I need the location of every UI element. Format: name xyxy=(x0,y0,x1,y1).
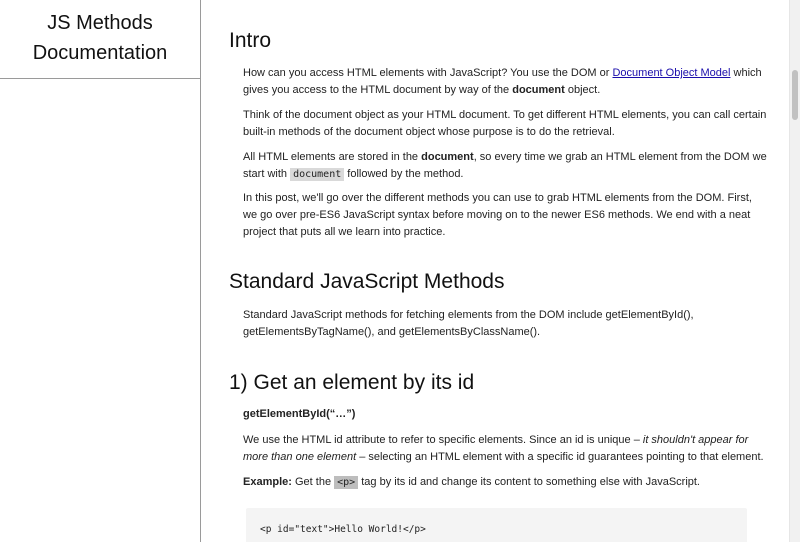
scrollbar-thumb[interactable] xyxy=(792,70,798,120)
code-block xyxy=(246,508,747,542)
inline-code: <p> xyxy=(334,476,358,489)
text: which gives you access to the HTML document by way of the xyxy=(243,67,762,96)
dom-link[interactable]: Document Object Model xyxy=(612,67,731,79)
text: All HTML elements are stored in the xyxy=(243,151,422,163)
standard-paragraph-1: Standard JavaScript methods for fetching elements from the DOM include getElementById(), getElementsByTagName(), and getElementsByClassName(). xyxy=(243,309,694,338)
intro-paragraph-1 xyxy=(243,65,768,99)
text: Get the xyxy=(291,476,335,488)
intro-paragraph-3 xyxy=(243,149,768,183)
text: object. xyxy=(564,84,601,96)
text: , so every time we grab an HTML element from the DOM we start with xyxy=(243,151,767,180)
scrollbar[interactable] xyxy=(789,0,800,542)
code-line: <p id="text">Hello World!</p> xyxy=(260,524,426,535)
intro-paragraph-4: In this post, we'll go over the different methods you can use to grab HTML elements from the DOM. First, we go over pre-ES6 JavaScript syntax before moving on to the newer ES6 methods. We end with a neat project that puts all we learn into practice. xyxy=(243,192,752,238)
heading-intro: Intro xyxy=(229,29,272,52)
italic-text: it shouldn't appear for more than one element xyxy=(243,434,749,463)
sidebar xyxy=(0,0,201,542)
text: How can you access HTML elements with JavaScript? You use the DOM or xyxy=(243,67,613,79)
bold-text: document xyxy=(421,151,474,163)
text: followed by the method. xyxy=(344,168,464,180)
sidebar-title-line-1: JS Methods xyxy=(47,12,153,34)
sidebar-title-line-2: Documentation xyxy=(32,42,168,64)
example-paragraph xyxy=(243,474,768,491)
inline-code: document xyxy=(290,168,344,181)
sidebar-title[interactable] xyxy=(0,0,200,79)
example-label: Example: xyxy=(243,476,292,488)
intro-paragraph-2: Think of the document object as your HTML document. To get different HTML elements, you can call certain built-in methods of the document object whose purpose is to do the retrieval. xyxy=(243,109,767,138)
method-title: getElementById(“…”) xyxy=(243,408,356,420)
heading-get-by-id: 1) Get an element by its id xyxy=(229,371,475,394)
heading-standard-methods: Standard JavaScript Methods xyxy=(229,270,505,293)
text: – selecting an HTML element with a specific id guarantees pointing to that element. xyxy=(356,451,764,463)
text: We use the HTML id attribute to refer to specific elements. Since an id is unique – xyxy=(243,434,643,446)
byid-paragraph-1 xyxy=(243,432,768,466)
text: tag by its id and change its content to something else with JavaScript. xyxy=(358,476,700,488)
main-content xyxy=(202,0,790,542)
bold-text: document xyxy=(512,84,565,96)
